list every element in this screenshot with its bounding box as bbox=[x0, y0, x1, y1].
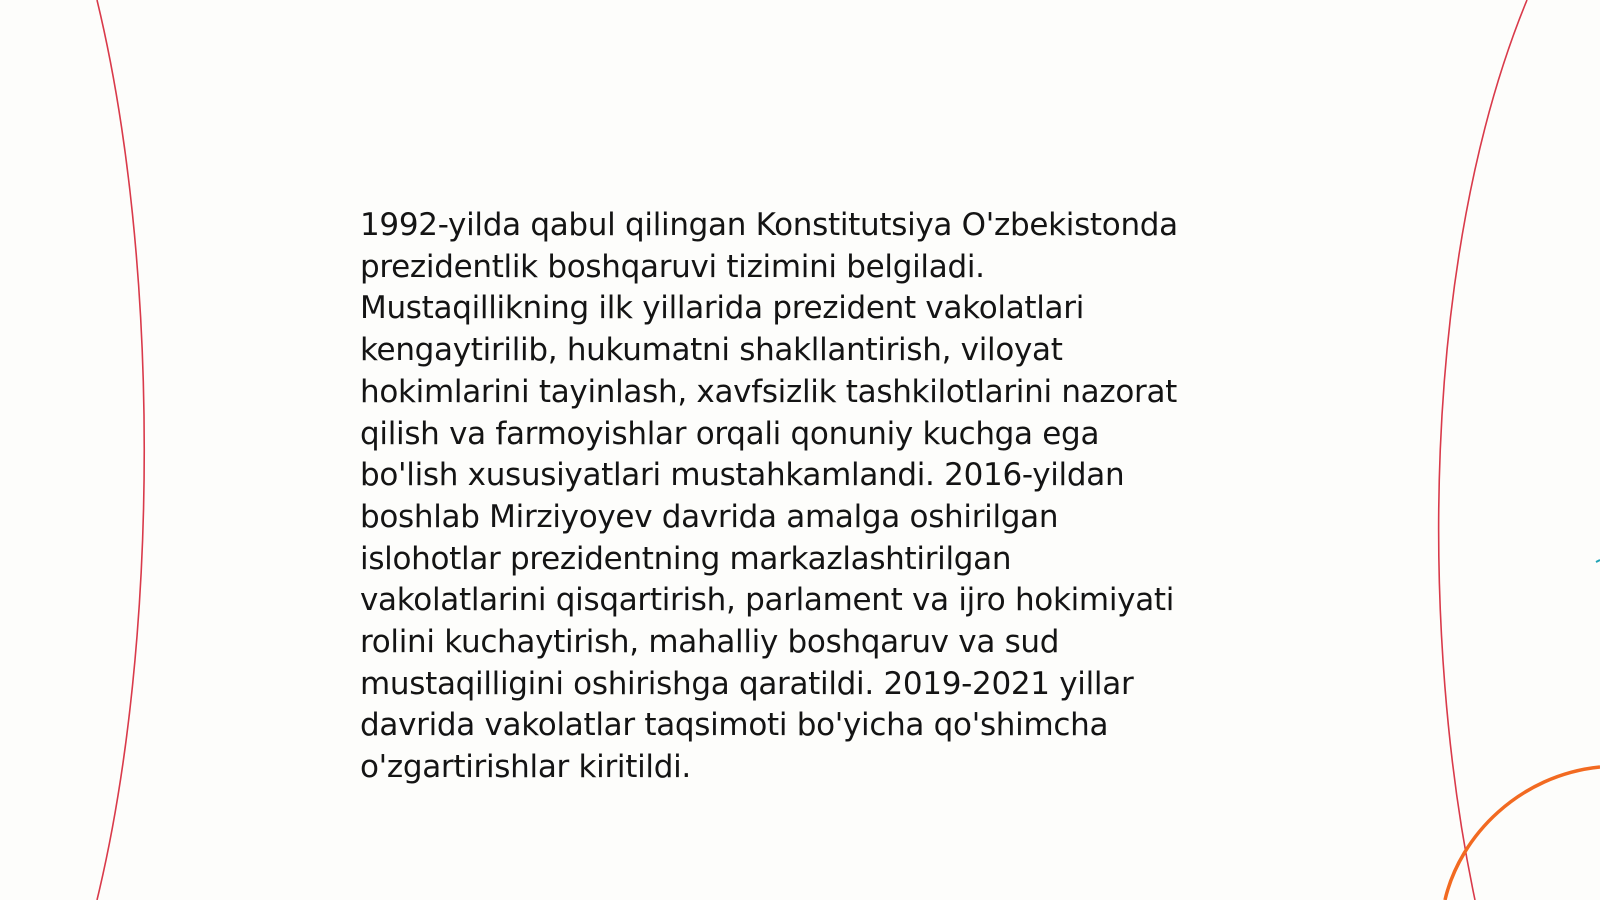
body-paragraph: 1992-yilda qabul qilingan Konstitutsiya O'zbekistonda prezidentlik boshqaruvi tizimini belgiladi. Mustaqillikning ilk yillarida prezident vakolatlari kengaytirilib, hukumatni shakllantirish, viloyat hokimlarini tayinlash, xavfsizlik tashkilotlarini nazorat qilish va farmoyishlar orqali qonuniy kuchga ega bo'lish xususiyatlari mustahkamlandi. 2016-yildan boshlab Mirziyoyev davrida amalga oshirilgan islohotlar prezidentning markazlashtirilgan vakolatlarini qisqartirish, parlament va ijro hokimiyati rolini kuchaytirish, mahalliy boshqaruv va sud mustaqilligini oshirishga qaratildi. 2019-2021 yillar davrida vakolatlar taqsimoti bo'yicha qo'shimcha o'zgartirishlar kiritildi. bbox=[360, 207, 1178, 786]
left-curve-line bbox=[97, 0, 144, 900]
accent-tick bbox=[1596, 560, 1600, 562]
right-curve-line bbox=[1439, 0, 1527, 900]
corner-arc bbox=[1445, 767, 1600, 900]
